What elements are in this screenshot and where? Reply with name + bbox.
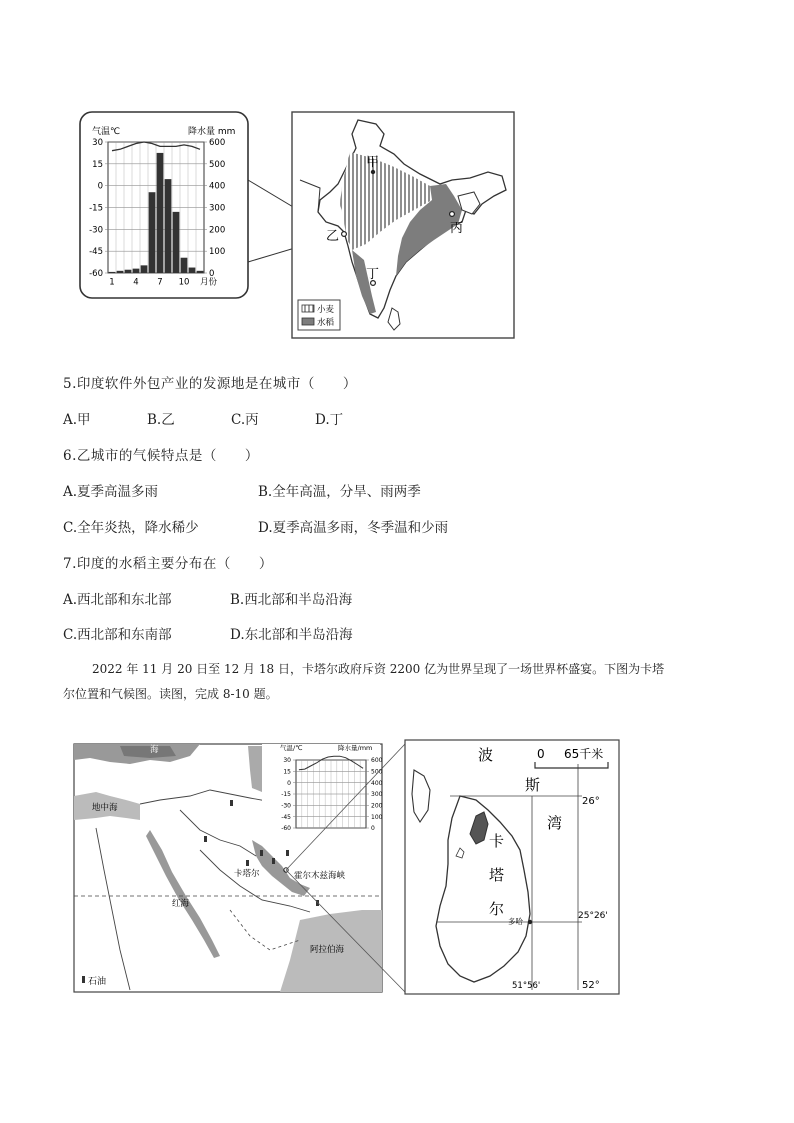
label-ding: 丁 — [366, 267, 380, 282]
q6-option-d[interactable]: D.夏季高温多雨，冬季温和少雨 — [258, 520, 449, 536]
right-tick-label: 100 — [209, 247, 226, 258]
doha-chart-bg — [262, 744, 380, 836]
right-tick-label: 500 — [371, 768, 383, 776]
right-tick-label: 600 — [371, 757, 383, 765]
label-ta: 塔 — [489, 866, 505, 884]
coord-lon-51-56: 51°56' — [512, 981, 541, 991]
precipitation-bar — [133, 269, 140, 273]
label-er: 尔 — [489, 900, 505, 918]
figure-india — [0, 0, 794, 360]
left-tick-label: 0 — [287, 779, 291, 787]
city-yi — [342, 232, 347, 237]
label-arabian-sea: 阿拉伯海 — [310, 945, 345, 955]
left-tick-label: 15 — [92, 159, 103, 170]
left-tick-label: -30 — [281, 802, 291, 810]
doha-right-axis-label: 降水量/mm — [338, 744, 373, 752]
x-unit-label: 月份 — [200, 277, 218, 288]
precipitation-bar — [181, 258, 188, 273]
scale-label: 65千米 — [564, 747, 604, 761]
q6-option-b[interactable]: B.全年高温，分旱、雨两季 — [258, 484, 421, 500]
question-5-stem: 5.印度软件外包产业的发源地是在城市（ ） — [63, 376, 357, 392]
left-tick-label: -60 — [89, 268, 103, 279]
left-tick-label: -60 — [281, 825, 291, 833]
doha-left-axis-label: 气温/℃ — [280, 744, 303, 752]
q5-option-c[interactable]: C.丙 — [231, 412, 259, 428]
passage-line-2: 尔位置和气候图。读图，完成 8-10 题。 — [63, 687, 278, 701]
right-tick-label: 300 — [209, 203, 226, 214]
q5-option-b[interactable]: B.乙 — [147, 412, 175, 428]
x-tick-label: 7 — [157, 277, 163, 288]
right-tick-label: 400 — [371, 779, 383, 787]
precipitation-bar — [189, 268, 196, 273]
label-jia: 甲 — [366, 155, 380, 170]
right-tick-label: 200 — [371, 802, 383, 810]
right-tick-label: 600 — [209, 137, 226, 148]
right-tick-label: 200 — [209, 225, 226, 236]
oil-legend-icon — [82, 976, 85, 983]
precipitation-bar — [109, 272, 116, 273]
left-tick-label: 30 — [92, 137, 103, 148]
right-tick-label: 0 — [209, 268, 215, 279]
x-tick-label: 4 — [133, 277, 139, 288]
legend-rice-swatch — [302, 318, 314, 325]
precipitation-bar — [149, 192, 156, 273]
precipitation-bar — [125, 270, 132, 273]
black-sea — [120, 746, 176, 758]
passage-line-1: 2022 年 11 月 20 日至 12 月 18 日，卡塔尔政府斥资 2200 亿为世界呈现了一场世界杯盛宴。下图为卡塔 — [92, 662, 665, 676]
left-tick-label: 0 — [97, 181, 103, 192]
coord-lat-26: 26° — [582, 796, 600, 807]
label-ka: 卡 — [489, 832, 505, 850]
label-wan: 湾 — [547, 814, 563, 832]
left-axis-label: 气温℃ — [92, 127, 121, 137]
label-mediterranean: 地中海 — [92, 803, 118, 813]
precipitation-bar — [197, 271, 204, 273]
question-6-stem: 6.乙城市的气候特点是（ ） — [63, 448, 259, 464]
right-axis-label: 降水量 mm — [188, 127, 236, 137]
left-tick-label: -30 — [89, 225, 103, 236]
left-tick-label: -15 — [89, 203, 103, 214]
label-bing: 丙 — [450, 221, 464, 236]
q7-option-c[interactable]: C.西北部和东南部 — [63, 627, 172, 643]
x-tick-label: 10 — [178, 277, 190, 288]
right-tick-label: 300 — [371, 791, 383, 799]
q6-option-c[interactable]: C.全年炎热，降水稀少 — [63, 520, 199, 536]
scale-zero: 0 — [537, 747, 545, 761]
precipitation-bar — [117, 271, 124, 273]
legend-wheat-label: 小麦 — [317, 305, 335, 315]
city-bing — [450, 212, 455, 217]
label-bo: 波 — [478, 746, 494, 764]
precipitation-bar — [173, 212, 180, 273]
coord-lon-52: 52° — [582, 980, 600, 991]
x-tick-label: 1 — [109, 277, 115, 288]
label-sea-top: 海 — [150, 745, 159, 755]
precipitation-bar — [157, 153, 164, 273]
label-si: 斯 — [525, 776, 541, 794]
label-doha: 多哈 — [508, 917, 523, 926]
right-tick-label: 400 — [209, 181, 226, 192]
right-tick-label: 100 — [371, 813, 383, 821]
label-red-sea: 红海 — [172, 899, 190, 909]
label-qatar: 卡塔尔 — [234, 869, 260, 879]
city-jia — [371, 170, 375, 174]
legend-rice-label: 水稻 — [317, 318, 335, 328]
coord-lat-25-26: 25°26' — [578, 911, 608, 921]
doha-point — [528, 920, 532, 924]
precipitation-bar — [165, 179, 172, 273]
right-tick-label: 500 — [209, 159, 226, 170]
label-yi: 乙 — [326, 229, 340, 244]
left-tick-label: -45 — [281, 813, 291, 821]
label-oil-legend: 石油 — [88, 977, 107, 987]
q5-option-a[interactable]: A.甲 — [63, 412, 91, 428]
q7-option-b[interactable]: B.西北部和半岛沿海 — [230, 592, 353, 608]
figure-qatar — [0, 700, 794, 1010]
left-tick-label: -45 — [89, 247, 103, 258]
right-tick-label: 0 — [371, 825, 375, 833]
left-tick-label: 30 — [283, 757, 291, 765]
q5-option-d[interactable]: D.丁 — [315, 412, 344, 428]
q7-option-a[interactable]: A.西北部和东北部 — [63, 592, 172, 608]
q7-option-d[interactable]: D.东北部和半岛沿海 — [230, 627, 353, 643]
left-tick-label: -15 — [281, 791, 291, 799]
left-tick-label: 15 — [283, 768, 291, 776]
legend-wheat-swatch — [302, 305, 314, 312]
q6-option-a[interactable]: A.夏季高温多雨 — [63, 484, 159, 500]
label-hormuz: 霍尔木兹海峡 — [294, 871, 346, 881]
question-7-stem: 7.印度的水稻主要分布在（ ） — [63, 556, 273, 572]
precipitation-bar — [141, 265, 148, 273]
